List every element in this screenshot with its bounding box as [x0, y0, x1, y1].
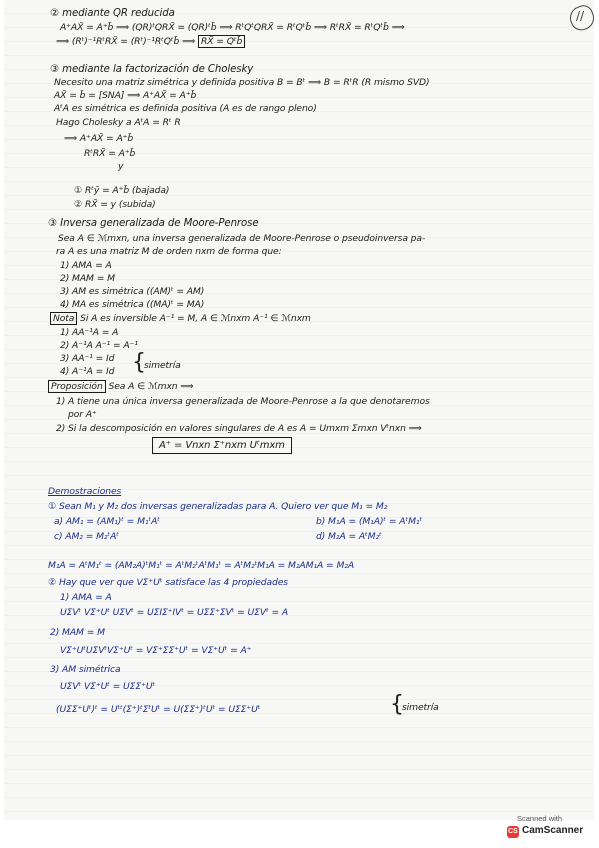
property-item: 1) AA⁻¹A = A: [60, 327, 119, 338]
equation-line: M₁A = AᵗM₁ᵗ = (AM₂A)ᵗM₁ᵗ = AᵗM₂ᵗAᵗM₁ᵗ = AᵗM₂ᵗM₁A = M₂AM₁A = M₂A: [48, 560, 355, 571]
scanner-stamp: [503, 814, 593, 844]
text-line: 1) A tiene una única inversa generalizada de Moore-Penrose a la que denotaremos: [56, 396, 430, 407]
equation-line: c) AM₂ = M₂ᵗAᵗ: [54, 531, 119, 542]
text-line: Hago Cholesky a AᵗA = Rᵗ R: [56, 117, 181, 128]
property-item: 4) MA es simétrica ((MA)ᵗ = MA): [60, 299, 205, 310]
corner-mark: //: [576, 9, 585, 23]
heading-demonstrations: Demostraciones: [48, 486, 122, 497]
text-line: ① Sean M₁ y M₂ dos inversas generalizadas para A. Quiero ver que M₁ = M₂: [48, 501, 388, 512]
text-line: 2) Si la descomposición en valores singulares de A es A = Umxm Σmxn Vᵗnxn ⟹: [56, 423, 422, 434]
property-item: 1) AMA = A: [60, 592, 112, 603]
note-line: Nota Si A es inversible A⁻¹ = M, A ∈ ℳnxm A⁻¹ ∈ ℳnxm: [50, 313, 311, 324]
brace-label: y: [118, 161, 124, 172]
boxed-result: RX̄ = Qᵗb̄: [198, 35, 245, 48]
heading-moore-penrose: ③ Inversa generalizada de Moore-Penrose: [48, 218, 259, 229]
property-item: 3) AA⁻¹ = Id: [60, 353, 115, 364]
text-line: por A⁺: [68, 409, 97, 420]
property-item: 4) A⁻¹A = Id: [60, 366, 115, 377]
property-item: 3) AM es simétrica ((AM)ᵗ = AM): [60, 286, 205, 297]
framed-result: A⁺ = Vnxn Σ⁺nxm Uᵗmxm: [152, 437, 292, 454]
equation-line: d) M₂A = AᵗM₂ᵗ: [316, 531, 382, 542]
equation-line: ⟹ (Rᵗ)⁻¹RᵗRX̄ = (Rᵗ)⁻¹RᵗQᵗb̄ ⟹ RX̄ = Qᵗb̄: [56, 36, 245, 47]
property-item: 1) AMA = A: [60, 260, 112, 271]
equation-line: ⟹ A⁺AX̄ = A⁺b̄: [64, 133, 134, 144]
brace-icon: {: [132, 350, 146, 375]
property-item: 2) A⁻¹A A⁻¹ = A⁻¹: [60, 340, 138, 351]
equation-line: A⁺AX̄ = A⁺b̄ ⟹ (QR)ᵗQRX̄ = (QR)ᵗb̄ ⟹ RᵗQᵗQRX̄ = RᵗQᵗb̄ ⟹ RᵗRX̄ = RᵗQᵗb̄ ⟹: [60, 22, 405, 33]
heading-cholesky: ③ mediante la factorización de Cholesky: [50, 64, 254, 75]
text-line: Necesito una matriz simétrica y definida positiva B = Bᵗ ⟹ B = RᵗR (R mismo SVD): [54, 77, 430, 88]
equation-line: b) M₁A = (M₁A)ᵗ = AᵗM₁ᵗ: [316, 516, 423, 527]
equation-line: UΣVᵗ VΣ⁺Uᵗ = UΣΣ⁺Uᵗ: [60, 681, 156, 692]
brace-label: simetría: [402, 702, 439, 713]
equation-line: VΣ⁺UᵗUΣVᵗVΣ⁺Uᵗ = VΣ⁺ΣΣ⁺Uᵗ = VΣ⁺Uᵗ = A⁺: [60, 645, 252, 656]
brace-icon: {: [390, 692, 404, 717]
equation-line: UΣVᵗ VΣ⁺Uᵗ UΣVᵗ = UΣIΣ⁺IVᵗ = UΣΣ⁺ΣVᵗ = UΣVᵗ = A: [60, 607, 289, 618]
stamp-caption: Scanned with: [517, 814, 563, 823]
equation-line: AX̄ = b̄ = [SNA] ⟹ A⁺AX̄ = A⁺b̄: [54, 90, 197, 101]
notebook-page: [4, 0, 594, 820]
property-item: 2) MAM = M: [60, 273, 115, 284]
camscanner-logo-icon: CS: [507, 826, 519, 838]
equation-line: RᵗRX̄ = A⁺b̄: [84, 148, 136, 159]
equation-line: a) AM₁ = (AM₁)ᵗ = M₁ᵗAᵗ: [54, 516, 160, 527]
text-line: ② Hay que ver que VΣ⁺Uᵗ satisface las 4 propiedades: [48, 577, 288, 588]
stamp-app-name: CamScanner: [522, 825, 584, 836]
heading-qr: ② mediante QR reducida: [50, 8, 175, 19]
text-line: AᵗA es simétrica es definida positiva (A es de rango pleno): [54, 103, 317, 114]
proposition-label: Proposición: [48, 380, 106, 393]
brace-label: simetría: [144, 360, 181, 371]
property-item: 2) MAM = M: [50, 627, 105, 638]
equation-line: ② RX̄ = y (subida): [74, 199, 156, 210]
note-label: Nota: [50, 312, 77, 325]
equation-line: ① Rᵗȳ = A⁺b̄ (bajada): [74, 185, 170, 196]
text-line: Sea A ∈ ℳmxn, una inversa generalizada de Moore-Penrose o pseudoinversa pa-: [58, 233, 426, 244]
equation-line: (UΣΣ⁺Uᵗ)ᵗ = Uᵗᵗ(Σ⁺)ᵗΣᵗUᵗ = U(ΣΣ⁺)ᵗUᵗ = UΣΣ⁺Uᵗ: [56, 704, 261, 715]
text-line: ra A es una matriz M de orden nxm de forma que:: [56, 246, 282, 257]
proposition-line: Proposición Sea A ∈ ℳmxn ⟹: [48, 381, 193, 392]
property-item: 3) AM simétrica: [50, 664, 121, 675]
